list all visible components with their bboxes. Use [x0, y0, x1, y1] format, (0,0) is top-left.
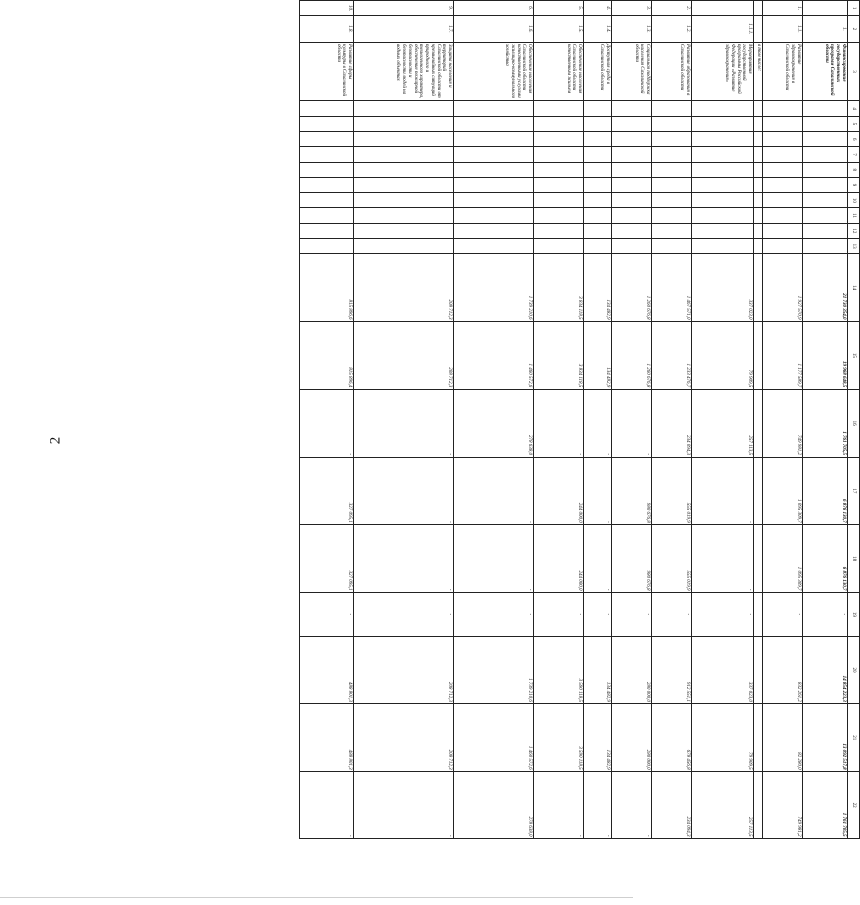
- table-row: [300, 1, 354, 839]
- amount-cell: 134 482,9: [584, 322, 612, 390]
- amount-cell: -: [692, 457, 754, 525]
- row-number-cell: [754, 1, 763, 16]
- empty-cell: [534, 162, 584, 177]
- amount-cell: [754, 772, 763, 839]
- empty-cell: [612, 239, 652, 254]
- row-number-cell: 5.: [534, 1, 584, 16]
- amount-cell: -: [652, 592, 692, 636]
- empty-cell: [803, 116, 848, 131]
- empty-cell: [692, 208, 754, 223]
- amount-cell: 832 261,2: [763, 636, 803, 704]
- amount-cell: 14 854 223,3: [803, 636, 848, 704]
- row-number-cell: 1.7.: [354, 16, 454, 42]
- row-number-cell: 9.: [354, 1, 454, 16]
- empty-cell: [534, 208, 584, 223]
- empty-cell: [754, 223, 763, 238]
- amount-cell: 278 638,0: [454, 772, 534, 839]
- amount-cell: 6 876 130,7: [803, 525, 848, 593]
- amount-cell: 815 896,6: [300, 254, 354, 322]
- amount-cell: [754, 704, 763, 772]
- col-header: 18: [848, 525, 860, 593]
- empty-cell: [300, 223, 354, 238]
- empty-cell: [803, 208, 848, 223]
- empty-cell: [300, 162, 354, 177]
- row-number-cell: 1.8.: [300, 16, 354, 42]
- amount-cell: -: [584, 457, 612, 525]
- empty-cell: [584, 208, 612, 223]
- empty-cell: [692, 177, 754, 192]
- amount-cell: 1 095 309,7: [763, 525, 803, 593]
- amount-cell: 327 095,1: [300, 457, 354, 525]
- table-row: [534, 1, 584, 839]
- col-header: 12: [848, 223, 860, 238]
- amount-cell: -: [584, 525, 612, 593]
- amount-cell: 488 801,3: [300, 704, 354, 772]
- empty-cell: [454, 101, 534, 116]
- amount-cell: -: [763, 592, 803, 636]
- empty-cell: [612, 116, 652, 131]
- col-header: 1: [848, 1, 860, 16]
- col-header: 20: [848, 636, 860, 704]
- empty-cell: [584, 223, 612, 238]
- col-header: 10: [848, 193, 860, 208]
- program-name-cell: Социальная поддержка населения Сахалинской области: [612, 42, 652, 101]
- empty-cell: [584, 116, 612, 131]
- empty-cell: [803, 223, 848, 238]
- empty-cell: [652, 162, 692, 177]
- amount-cell: -: [354, 592, 454, 636]
- program-name-cell: Развитие здравоохранения в Сахалинской области: [763, 42, 803, 101]
- amount-cell: 1 260 676,8: [612, 322, 652, 390]
- empty-cell: [763, 162, 803, 177]
- empty-cell: [803, 177, 848, 192]
- row-number-cell: 1.2.: [652, 16, 692, 42]
- amount-cell: 912 551,1: [652, 636, 692, 704]
- empty-cell: [454, 223, 534, 238]
- amount-cell: 488 801,3: [300, 636, 354, 704]
- amount-cell: -: [354, 457, 454, 525]
- amount-cell: -: [534, 592, 584, 636]
- empty-cell: [534, 101, 584, 116]
- amount-cell: 1 761 705,5: [803, 389, 848, 457]
- col-header: 7: [848, 147, 860, 162]
- table-row: [763, 1, 803, 839]
- empty-cell: [692, 132, 754, 147]
- empty-cell: [652, 101, 692, 116]
- amount-cell: 1 761 705,5: [803, 772, 848, 839]
- empty-cell: [803, 101, 848, 116]
- amount-cell: [754, 254, 763, 322]
- amount-cell: 749 981,2: [763, 389, 803, 457]
- amount-cell: 82 280,0: [763, 704, 803, 772]
- empty-cell: [754, 193, 763, 208]
- amount-cell: 555 019,9: [652, 457, 692, 525]
- table-row: [354, 1, 454, 839]
- col-header: 9: [848, 177, 860, 192]
- amount-cell: 3 590 118,5: [534, 704, 584, 772]
- amount-cell: -: [584, 592, 612, 636]
- empty-cell: [692, 162, 754, 177]
- amount-cell: -: [534, 772, 584, 839]
- col-header: 2: [848, 16, 860, 42]
- amount-cell: -: [454, 457, 534, 525]
- empty-cell: [612, 193, 652, 208]
- amount-cell: 555 019,9: [652, 525, 692, 593]
- row-number-cell: 1.3.: [612, 16, 652, 42]
- col-header: 13: [848, 239, 860, 254]
- amount-cell: -: [803, 592, 848, 636]
- program-name-cell: Мероприятия государственной программы Российской Федерации «Развитие здравоохранения»: [692, 42, 754, 101]
- empty-cell: [584, 239, 612, 254]
- amount-cell: -: [612, 592, 652, 636]
- amount-cell: 278 638,0: [454, 389, 534, 457]
- budget-table: [299, 0, 860, 839]
- empty-cell: [612, 208, 652, 223]
- col-header: 6: [848, 132, 860, 147]
- row-number-cell: 1.5.: [534, 16, 584, 42]
- empty-cell: [354, 162, 454, 177]
- amount-cell: 1 460 572,6: [454, 704, 534, 772]
- amount-cell: 6 876 130,7: [803, 457, 848, 525]
- amount-cell: -: [584, 772, 612, 839]
- amount-cell: -: [454, 592, 534, 636]
- row-number-cell: 1.1.: [763, 16, 803, 42]
- empty-cell: [692, 147, 754, 162]
- amount-cell: 79 909,5: [692, 704, 754, 772]
- amount-cell: [754, 389, 763, 457]
- empty-cell: [763, 223, 803, 238]
- empty-cell: [354, 223, 454, 238]
- table-row: [652, 1, 692, 839]
- empty-cell: [354, 132, 454, 147]
- row-number-cell: 1.: [803, 16, 848, 42]
- table-row: [754, 1, 763, 839]
- amount-cell: 19 968 648,5: [803, 322, 848, 390]
- row-number-cell: 2.: [652, 1, 692, 16]
- amount-cell: 208 712,3: [354, 636, 454, 704]
- empty-cell: [354, 239, 454, 254]
- empty-cell: [300, 101, 354, 116]
- empty-cell: [803, 239, 848, 254]
- empty-cell: [534, 193, 584, 208]
- program-name-cell: Обеспечение населения Сахалинской области качественными услугами жилищно-коммунального хозяйства: [454, 42, 534, 101]
- amount-cell: -: [354, 772, 454, 839]
- scan-edge: [0, 897, 633, 898]
- amount-cell: 257 113,5: [692, 389, 754, 457]
- program-name-cell: Развитие сферы культуры в Сахалинской области: [300, 42, 354, 101]
- empty-cell: [534, 132, 584, 147]
- amount-cell: 3 590 118,5: [534, 636, 584, 704]
- empty-cell: [534, 239, 584, 254]
- row-number-cell: 1.: [763, 1, 803, 16]
- empty-cell: [584, 147, 612, 162]
- table-row: [803, 1, 848, 839]
- amount-cell: 79 909,5: [692, 322, 754, 390]
- empty-cell: [754, 132, 763, 147]
- table-row: [584, 1, 612, 839]
- amount-cell: 208 712,3: [354, 254, 454, 322]
- empty-cell: [454, 132, 534, 147]
- empty-cell: [763, 239, 803, 254]
- amount-cell: 208 712,3: [354, 322, 454, 390]
- table-row: [454, 1, 534, 839]
- program-name-cell: Обеспечение населения Сахалинской области качественным жильем: [534, 42, 584, 101]
- amount-cell: [754, 322, 763, 390]
- col-header: 21: [848, 704, 860, 772]
- amount-cell: [754, 457, 763, 525]
- row-number-cell: [754, 16, 763, 42]
- program-name-cell: Доступная среда в Сахалинской области: [584, 42, 612, 101]
- amount-cell: -: [300, 389, 354, 457]
- empty-cell: [454, 193, 534, 208]
- empty-cell: [454, 239, 534, 254]
- program-name-cell: Защита населения и территорий Сахалинской области от чрезвычайных ситуаций природного и техногенного характера, обеспечение пожарной безопасности и безопасности людей на водных объектах: [354, 42, 454, 101]
- empty-cell: [692, 239, 754, 254]
- empty-cell: [763, 116, 803, 131]
- empty-cell: [612, 223, 652, 238]
- row-number-cell: 1.4.: [584, 16, 612, 42]
- amount-cell: 749 981,2: [763, 772, 803, 839]
- amount-cell: 134 482,9: [584, 254, 612, 322]
- empty-cell: [584, 193, 612, 208]
- amount-cell: 13 092 517,8: [803, 704, 848, 772]
- empty-cell: [652, 223, 692, 238]
- amount-cell: 134 482,9: [584, 704, 612, 772]
- amount-cell: 1 927 570,9: [763, 254, 803, 322]
- empty-cell: [692, 193, 754, 208]
- col-header: 15: [848, 322, 860, 390]
- empty-cell: [652, 208, 692, 223]
- amount-cell: 208 712,3: [354, 704, 454, 772]
- empty-cell: [454, 208, 534, 223]
- table-row: [612, 1, 652, 839]
- empty-cell: [803, 193, 848, 208]
- empty-cell: [584, 132, 612, 147]
- amount-cell: 21 730 354,0: [803, 254, 848, 322]
- empty-cell: [300, 147, 354, 162]
- amount-cell: 1 095 309,7: [763, 457, 803, 525]
- empty-cell: [754, 177, 763, 192]
- amount-cell: 980 676,8: [612, 525, 652, 593]
- row-number-cell: 6.: [454, 1, 534, 16]
- empty-cell: [454, 162, 534, 177]
- amount-cell: 1 260 676,8: [612, 254, 652, 322]
- empty-cell: [803, 132, 848, 147]
- empty-cell: [584, 101, 612, 116]
- program-name-cell: Развитие образования в Сахалинской области: [652, 42, 692, 101]
- amount-cell: -: [354, 525, 454, 593]
- empty-cell: [652, 177, 692, 192]
- amount-cell: -: [612, 389, 652, 457]
- empty-cell: [612, 177, 652, 192]
- empty-cell: [454, 116, 534, 131]
- empty-cell: [763, 208, 803, 223]
- rotated-table-wrapper: [313, 0, 860, 839]
- empty-cell: [763, 101, 803, 116]
- row-number-cell: [692, 1, 754, 16]
- amount-cell: 234 094,3: [652, 389, 692, 457]
- amount-cell: -: [354, 389, 454, 457]
- empty-cell: [300, 177, 354, 192]
- program-name-cell: Финансирование государственных программ Сахалинской области: [803, 42, 848, 101]
- col-header: 11: [848, 208, 860, 223]
- empty-cell: [754, 208, 763, 223]
- empty-cell: [354, 177, 454, 192]
- amount-cell: 134 482,9: [584, 636, 612, 704]
- row-number-cell: 4.: [584, 1, 612, 16]
- amount-cell: -: [300, 772, 354, 839]
- row-number-cell: [803, 1, 848, 16]
- amount-cell: 1 739 210,6: [454, 636, 534, 704]
- amount-cell: 234 094,3: [652, 772, 692, 839]
- amount-cell: 257 113,5: [692, 772, 754, 839]
- empty-cell: [454, 147, 534, 162]
- amount-cell: [754, 592, 763, 636]
- amount-cell: 337 023,0: [692, 254, 754, 322]
- amount-cell: 327 095,1: [300, 525, 354, 593]
- col-header: 19: [848, 592, 860, 636]
- empty-cell: [534, 177, 584, 192]
- empty-cell: [612, 147, 652, 162]
- amount-cell: 1 177 589,7: [763, 322, 803, 390]
- empty-cell: [692, 223, 754, 238]
- empty-cell: [534, 147, 584, 162]
- amount-cell: 244 000,0: [534, 457, 584, 525]
- empty-cell: [612, 132, 652, 147]
- empty-cell: [652, 239, 692, 254]
- empty-cell: [454, 177, 534, 192]
- amount-cell: 1 460 572,6: [454, 322, 534, 390]
- row-number-cell: 10.: [300, 1, 354, 16]
- amount-cell: 678 456,8: [652, 704, 692, 772]
- empty-cell: [300, 193, 354, 208]
- empty-cell: [354, 116, 454, 131]
- amount-cell: 980 676,8: [612, 457, 652, 525]
- empty-cell: [612, 162, 652, 177]
- row-number-cell: 1.1.1.: [692, 16, 754, 42]
- empty-cell: [763, 147, 803, 162]
- empty-cell: [754, 116, 763, 131]
- amount-cell: 1 233 476,7: [652, 322, 692, 390]
- col-header: 4: [848, 101, 860, 116]
- page-number: 2: [47, 436, 64, 445]
- empty-cell: [692, 116, 754, 131]
- empty-cell: [652, 116, 692, 131]
- amount-cell: [754, 525, 763, 593]
- empty-cell: [754, 147, 763, 162]
- empty-cell: [354, 101, 454, 116]
- program-name-cell: в том числе:: [754, 42, 763, 101]
- empty-cell: [754, 101, 763, 116]
- amount-cell: [754, 636, 763, 704]
- amount-cell: 1 467 571,0: [652, 254, 692, 322]
- empty-cell: [300, 208, 354, 223]
- empty-cell: [763, 132, 803, 147]
- empty-cell: [534, 223, 584, 238]
- amount-cell: 244 000,0: [534, 525, 584, 593]
- col-header: 16: [848, 389, 860, 457]
- empty-cell: [803, 147, 848, 162]
- empty-cell: [584, 162, 612, 177]
- amount-cell: 280 000,0: [612, 704, 652, 772]
- amount-cell: 815 896,4: [300, 322, 354, 390]
- empty-cell: [803, 162, 848, 177]
- empty-cell: [763, 193, 803, 208]
- empty-cell: [652, 132, 692, 147]
- empty-cell: [754, 162, 763, 177]
- empty-cell: [763, 177, 803, 192]
- amount-cell: -: [612, 772, 652, 839]
- empty-cell: [354, 193, 454, 208]
- col-header: 3: [848, 42, 860, 101]
- empty-cell: [354, 208, 454, 223]
- empty-cell: [692, 101, 754, 116]
- amount-cell: 280 000,0: [612, 636, 652, 704]
- amount-cell: 3 834 118,5: [534, 254, 584, 322]
- empty-cell: [534, 116, 584, 131]
- empty-cell: [300, 239, 354, 254]
- empty-cell: [584, 177, 612, 192]
- header-row: [848, 1, 860, 839]
- empty-cell: [652, 147, 692, 162]
- amount-cell: -: [584, 389, 612, 457]
- table-row: [692, 1, 754, 839]
- empty-cell: [300, 116, 354, 131]
- row-number-cell: 3.: [612, 1, 652, 16]
- amount-cell: 1 739 210,6: [454, 254, 534, 322]
- empty-cell: [612, 101, 652, 116]
- empty-cell: [300, 132, 354, 147]
- empty-cell: [652, 193, 692, 208]
- row-number-cell: 1.6.: [454, 16, 534, 42]
- amount-cell: -: [534, 389, 584, 457]
- amount-cell: -: [692, 525, 754, 593]
- empty-cell: [754, 239, 763, 254]
- col-header: 14: [848, 254, 860, 322]
- col-header: 5: [848, 116, 860, 131]
- amount-cell: -: [692, 592, 754, 636]
- amount-cell: 337 023,0: [692, 636, 754, 704]
- amount-cell: -: [300, 592, 354, 636]
- amount-cell: -: [454, 525, 534, 593]
- amount-cell: 3 834 118,5: [534, 322, 584, 390]
- col-header: 8: [848, 162, 860, 177]
- col-header: 17: [848, 457, 860, 525]
- empty-cell: [354, 147, 454, 162]
- col-header: 22: [848, 772, 860, 839]
